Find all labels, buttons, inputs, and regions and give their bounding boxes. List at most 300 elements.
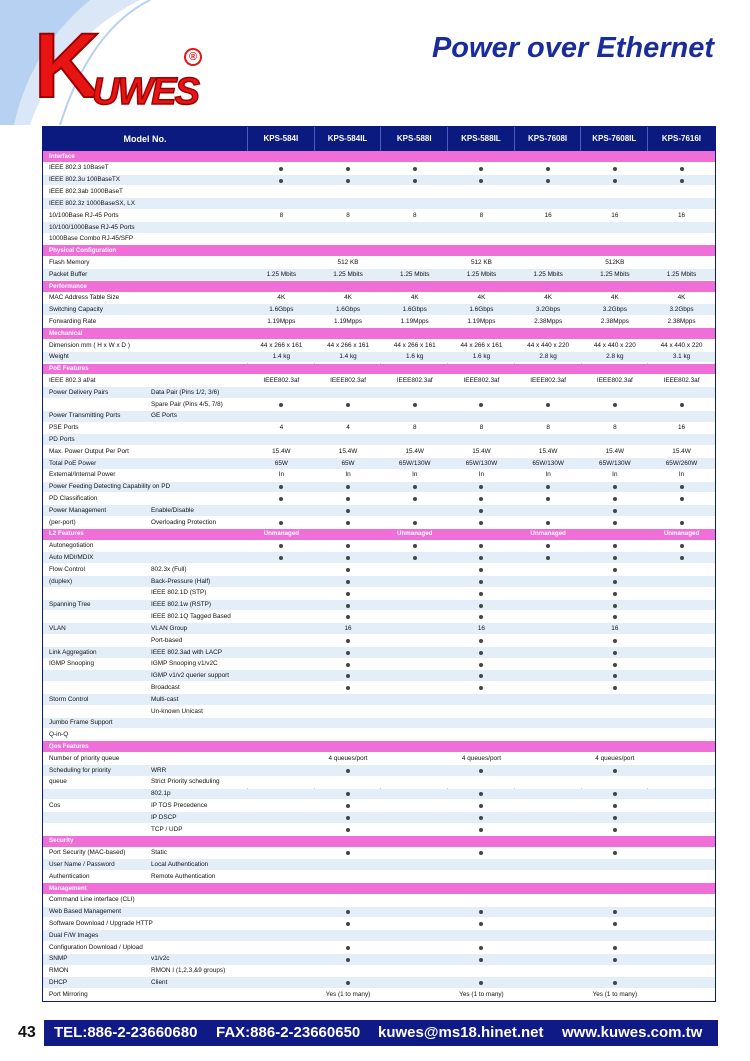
- supported-dot-icon: [279, 167, 283, 171]
- row-label: Dimension mm ( H x W x D ): [49, 341, 130, 349]
- cell-value: IEEE802.3af: [263, 376, 300, 384]
- row-sublabel: 802.1p: [151, 790, 171, 798]
- supported-dot-icon: [346, 686, 350, 690]
- cell-value: 1.4 kg: [339, 353, 357, 361]
- cell-value: 44 x 440 x 220: [660, 341, 703, 349]
- row-label: Power Transmitting Ports: [49, 412, 121, 420]
- table-row: [43, 588, 715, 600]
- row-label: IEEE 802.3 af/at: [49, 376, 96, 384]
- supported-dot-icon: [479, 769, 483, 773]
- table-row: [43, 789, 715, 801]
- supported-dot-icon: [346, 568, 350, 572]
- supported-dot-icon: [613, 804, 617, 808]
- row-label: 10/100/1000Base RJ-45 Ports: [49, 223, 135, 231]
- supported-dot-icon: [479, 403, 483, 407]
- cell-value: 44 x 266 x 161: [460, 341, 503, 349]
- row-sublabel: Remote Authentication: [151, 872, 216, 880]
- cell-value: 2.38Mpps: [600, 317, 629, 325]
- supported-dot-icon: [346, 804, 350, 808]
- cell-value: 16: [344, 624, 352, 632]
- table-row: [43, 210, 715, 222]
- supported-dot-icon: [479, 851, 483, 855]
- supported-dot-icon: [346, 179, 350, 183]
- supported-dot-icon: [346, 167, 350, 171]
- cell-value: 4: [279, 424, 284, 432]
- table-row: [43, 918, 715, 930]
- row-sublabel: Port-based: [151, 636, 183, 644]
- table-row: [43, 647, 715, 659]
- row-sublabel: IEEE 802.1D (STP): [151, 589, 207, 597]
- cell-value: 4K: [277, 294, 286, 302]
- supported-dot-icon: [346, 615, 350, 619]
- row-label: IEEE 802.3 10BaseT: [49, 164, 109, 172]
- row-label: SNMP: [49, 955, 68, 963]
- supported-dot-icon: [413, 556, 417, 560]
- table-row: [43, 694, 715, 706]
- cell-value: 15.4W: [538, 447, 558, 455]
- supported-dot-icon: [479, 167, 483, 171]
- supported-dot-icon: [546, 497, 550, 501]
- model-header: KPS-7608I: [515, 127, 582, 151]
- supported-dot-icon: [479, 804, 483, 808]
- cell-value: 15.4W: [405, 447, 424, 455]
- table-row: [43, 163, 715, 175]
- unmanaged-label: Unmanaged: [263, 530, 300, 538]
- supported-dot-icon: [613, 946, 617, 950]
- cell-value: 16: [544, 211, 552, 219]
- cell-value: IEEE802.3af: [663, 376, 700, 384]
- row-label: Weight: [49, 353, 69, 361]
- footer-web[interactable]: www.kuwes.com.tw: [562, 1024, 703, 1041]
- supported-dot-icon: [613, 497, 617, 501]
- row-label: queue: [49, 778, 67, 786]
- cell-value: 65W/130W: [532, 459, 564, 467]
- table-row: [43, 989, 715, 1001]
- cell-value: 44 x 440 x 220: [527, 341, 570, 349]
- table-row: [43, 493, 715, 505]
- row-sublabel: IEEE 802.1Q Tagged Based: [151, 613, 231, 621]
- supported-dot-icon: [546, 167, 550, 171]
- row-sublabel: Broadcast: [151, 683, 180, 691]
- row-label: PD Classification: [49, 495, 98, 503]
- row-label: Forwarding Rate: [49, 317, 97, 325]
- table-row: [43, 269, 715, 281]
- supported-dot-icon: [346, 981, 350, 985]
- row-sublabel: Un-known Unicast: [151, 707, 203, 715]
- cell-value: 1.25 Mbits: [333, 270, 363, 278]
- row-label: Autonegotiation: [49, 542, 94, 550]
- table-row: [43, 895, 715, 907]
- row-label: Jumbo Frame Support: [49, 719, 113, 727]
- row-label: IEEE 802.3z 1000BaseSX, LX: [49, 199, 135, 207]
- table-row: [43, 777, 715, 789]
- cell-value: IEEE802.3af: [530, 376, 567, 384]
- cell-value: 65W/130W: [398, 459, 431, 467]
- cell-value: 4K: [677, 294, 686, 302]
- row-sublabel: IP DSCP: [151, 813, 177, 821]
- cell-value: 4: [346, 424, 350, 432]
- row-label: 1000Base Combo RJ-45/SFP: [49, 235, 134, 243]
- row-label: DHCP: [49, 979, 68, 987]
- cell-value: 44 x 440 x 220: [593, 341, 636, 349]
- supported-dot-icon: [613, 556, 617, 560]
- table-row: [43, 859, 715, 871]
- table-row: [43, 387, 715, 399]
- supported-dot-icon: [346, 674, 350, 678]
- cell-value: 16: [477, 624, 485, 632]
- section-title: Performance: [49, 282, 87, 290]
- supported-dot-icon: [613, 521, 617, 525]
- supported-dot-icon: [680, 556, 684, 560]
- cell-value: 8: [412, 211, 417, 219]
- unmanaged-label: Unmanaged: [397, 530, 433, 538]
- cell-value: 4K: [344, 294, 352, 302]
- section-title: Mechanical: [49, 329, 83, 337]
- supported-dot-icon: [680, 167, 684, 171]
- cell-value: 3.1 kg: [672, 353, 691, 361]
- supported-dot-icon: [479, 816, 483, 820]
- section-title: PoE Features: [49, 365, 89, 373]
- footer: [0, 1020, 750, 1046]
- cell-value: 15.4W: [272, 447, 291, 455]
- cell-value: 16: [611, 624, 619, 632]
- supported-dot-icon: [279, 556, 283, 560]
- supported-dot-icon: [613, 816, 617, 820]
- table-row: [43, 552, 715, 564]
- supported-dot-icon: [479, 792, 483, 796]
- supported-dot-icon: [413, 521, 417, 525]
- table-row: [43, 175, 715, 187]
- supported-dot-icon: [479, 580, 483, 584]
- row-label: Packet Buffer: [49, 270, 88, 278]
- supported-dot-icon: [346, 604, 350, 608]
- row-label: IGMP Snooping: [49, 660, 94, 668]
- supported-dot-icon: [479, 651, 483, 655]
- row-label: Spanning Tree: [49, 601, 91, 609]
- supported-dot-icon: [413, 497, 417, 501]
- footer-fax: FAX:886-2-23660650: [216, 1024, 361, 1041]
- supported-dot-icon: [479, 958, 483, 962]
- supported-dot-icon: [546, 521, 550, 525]
- section-header: [43, 529, 715, 541]
- supported-dot-icon: [613, 651, 617, 655]
- row-label: PSE Ports: [49, 424, 79, 432]
- supported-dot-icon: [479, 568, 483, 572]
- supported-dot-icon: [479, 828, 483, 832]
- table-row: [43, 977, 715, 989]
- table-row: [43, 482, 715, 494]
- section-title: Interface: [49, 152, 75, 160]
- cell-value: 65W/130W: [465, 459, 498, 467]
- row-label: VLAN: [49, 624, 66, 632]
- cell-value: 44 x 266 x 161: [393, 341, 436, 349]
- cell-value: In: [612, 471, 618, 479]
- row-label: Power Management: [49, 506, 107, 514]
- cell-value: 1.6 kg: [406, 353, 424, 361]
- supported-dot-icon: [479, 544, 483, 548]
- table-row: [43, 765, 715, 777]
- section-title: Security: [49, 837, 74, 845]
- supported-dot-icon: [680, 179, 684, 183]
- supported-dot-icon: [479, 604, 483, 608]
- kuwes-logo: [34, 15, 206, 117]
- cell-value: Yes (1 to many): [592, 990, 638, 998]
- section-header: [43, 883, 715, 895]
- cell-value: 1.25 Mbits: [533, 270, 563, 278]
- supported-dot-icon: [479, 946, 483, 950]
- cell-value: 1.25 Mbits: [600, 270, 630, 278]
- section-title: L2 Features: [49, 530, 84, 538]
- cell-value: 1.6 kg: [472, 353, 491, 361]
- supported-dot-icon: [413, 167, 417, 171]
- supported-dot-icon: [346, 816, 350, 820]
- table-row: [43, 304, 715, 316]
- supported-dot-icon: [279, 497, 283, 501]
- row-sublabel: GE Ports: [151, 412, 177, 420]
- row-label: Number of priority queue: [49, 754, 120, 762]
- row-sublabel: v1/v2c: [151, 955, 170, 963]
- section-title: Physical Configuration: [49, 247, 117, 255]
- row-label: (per-port): [49, 518, 76, 526]
- supported-dot-icon: [613, 639, 617, 643]
- supported-dot-icon: [413, 485, 417, 489]
- supported-dot-icon: [613, 509, 617, 513]
- cell-value: IEEE802.3af: [330, 376, 366, 384]
- supported-dot-icon: [680, 497, 684, 501]
- supported-dot-icon: [613, 604, 617, 608]
- row-sublabel: IGMP Snooping v1/v2C: [151, 660, 218, 668]
- table-row: [43, 848, 715, 860]
- supported-dot-icon: [479, 674, 483, 678]
- supported-dot-icon: [346, 509, 350, 513]
- cell-value: 8: [546, 424, 550, 432]
- table-row: [43, 399, 715, 411]
- model-no-header: Model No.: [43, 127, 248, 151]
- row-label: Q-in-Q: [49, 731, 69, 739]
- row-label: Web Based Management: [49, 908, 121, 916]
- table-row: [43, 729, 715, 741]
- cell-value: IEEE802.3af: [596, 376, 633, 384]
- row-sublabel: Static: [151, 849, 167, 857]
- row-sublabel: Local Authentication: [151, 861, 209, 869]
- row-label: Total PoE Power: [49, 459, 97, 467]
- section-header: [43, 328, 715, 340]
- table-row: [43, 670, 715, 682]
- cell-value: 1.6Gbps: [335, 306, 361, 314]
- row-label: PD Ports: [49, 436, 75, 444]
- table-row: [43, 352, 715, 364]
- cell-value: 15.4W: [672, 447, 691, 455]
- supported-dot-icon: [479, 910, 483, 914]
- row-label: User Name / Password: [49, 861, 115, 869]
- unmanaged-label: Unmanaged: [530, 530, 566, 538]
- cell-value: 2.38Mpps: [667, 317, 696, 325]
- table-row: [43, 375, 715, 387]
- supported-dot-icon: [613, 485, 617, 489]
- table-row: [43, 470, 715, 482]
- footer-tel: TEL:886-2-23660680: [54, 1024, 198, 1041]
- supported-dot-icon: [613, 674, 617, 678]
- section-header: [43, 151, 715, 163]
- cell-value: 16: [677, 424, 686, 432]
- row-sublabel: Client: [151, 979, 168, 987]
- row-sublabel: VLAN Group: [151, 624, 188, 632]
- cell-value: 4 queues/port: [328, 754, 368, 762]
- row-label: External/Internal Power: [49, 471, 116, 479]
- supported-dot-icon: [680, 403, 684, 407]
- row-sublabel: Strict Priority scheduling: [151, 778, 220, 786]
- row-label: Power Feeding Detecting Capability on PD: [49, 483, 171, 491]
- section-header: [43, 836, 715, 848]
- row-label: Authentication: [49, 872, 90, 880]
- table-row: [43, 623, 715, 635]
- supported-dot-icon: [346, 592, 350, 596]
- supported-dot-icon: [613, 828, 617, 832]
- supported-dot-icon: [413, 544, 417, 548]
- table-row: [43, 505, 715, 517]
- supported-dot-icon: [613, 179, 617, 183]
- supported-dot-icon: [613, 544, 617, 548]
- supported-dot-icon: [613, 981, 617, 985]
- supported-dot-icon: [613, 167, 617, 171]
- cell-value: 3.2Gbps: [602, 306, 627, 314]
- spec-table: [42, 126, 716, 1002]
- page-number: 43: [18, 1024, 36, 1041]
- unmanaged-label: Unmanaged: [663, 530, 700, 538]
- supported-dot-icon: [680, 485, 684, 489]
- table-row: [43, 930, 715, 942]
- table-row: [43, 659, 715, 671]
- supported-dot-icon: [279, 485, 283, 489]
- supported-dot-icon: [346, 828, 350, 832]
- table-row: [43, 340, 715, 352]
- row-label: Auto MDI/MDIX: [49, 554, 94, 562]
- cell-value: In: [412, 471, 418, 479]
- model-header: KPS-7616I: [661, 134, 702, 143]
- table-row: [43, 316, 715, 328]
- cell-value: 4 queues/port: [595, 754, 635, 762]
- row-sublabel: RMON I (1,2,3,&9 groups): [151, 967, 226, 975]
- table-row: [43, 706, 715, 718]
- logo-wordmark: UWES: [92, 71, 198, 113]
- table-row: [43, 434, 715, 446]
- supported-dot-icon: [479, 639, 483, 643]
- row-sublabel: IGMP v1/v2 querier support: [151, 672, 230, 680]
- table-row: [43, 600, 715, 612]
- supported-dot-icon: [346, 485, 350, 489]
- row-label: Switching Capacity: [49, 306, 103, 314]
- row-label: Flash Memory: [49, 258, 90, 266]
- table-row: [43, 576, 715, 588]
- cell-value: 1.25 Mbits: [666, 270, 697, 278]
- supported-dot-icon: [346, 922, 350, 926]
- table-row: [43, 942, 715, 954]
- cell-value: 1.19Mpps: [333, 317, 363, 325]
- supported-dot-icon: [479, 556, 483, 560]
- supported-dot-icon: [613, 851, 617, 855]
- row-label: Port Security (MAC-based): [49, 849, 126, 857]
- cell-value: 4K: [610, 294, 619, 302]
- cell-value: 1.19Mpps: [467, 317, 496, 325]
- table-row: [43, 907, 715, 919]
- supported-dot-icon: [479, 592, 483, 596]
- supported-dot-icon: [546, 403, 550, 407]
- supported-dot-icon: [279, 521, 283, 525]
- contact-bar: [44, 1020, 718, 1046]
- supported-dot-icon: [479, 179, 483, 183]
- supported-dot-icon: [346, 639, 350, 643]
- cell-value: 4K: [410, 294, 419, 302]
- row-label: RMON: [49, 967, 69, 975]
- section-header: [43, 741, 715, 753]
- row-sublabel: IP TOS Precedence: [151, 801, 208, 809]
- row-label: Dual F/W Images: [49, 931, 99, 939]
- row-sublabel: Multi-cast: [151, 695, 179, 703]
- supported-dot-icon: [346, 910, 350, 914]
- supported-dot-icon: [546, 179, 550, 183]
- row-sublabel: WRR: [151, 766, 167, 774]
- supported-dot-icon: [346, 663, 350, 667]
- cell-value: 15.4W: [338, 447, 358, 455]
- row-sublabel: IEEE 802.3ad with LACP: [151, 648, 223, 656]
- supported-dot-icon: [479, 663, 483, 667]
- cell-value: 512 KB: [470, 258, 492, 266]
- table-row: [43, 446, 715, 458]
- logo-k: K: [34, 15, 97, 117]
- cell-value: In: [278, 471, 285, 479]
- row-label: Link Aggregation: [49, 648, 97, 656]
- table-row: [43, 186, 715, 198]
- footer-email[interactable]: kuwes@ms18.hinet.net: [378, 1024, 544, 1041]
- row-sublabel: Data Pair (Pins 1/2, 3/6): [151, 388, 220, 396]
- cell-value: 2.38Mpps: [534, 317, 563, 325]
- supported-dot-icon: [479, 497, 483, 501]
- table-row: [43, 541, 715, 553]
- cell-value: 8: [279, 211, 284, 219]
- row-sublabel: Back-Pressure (Half): [151, 577, 211, 585]
- table-row: [43, 234, 715, 246]
- cell-value: 8: [479, 211, 484, 219]
- supported-dot-icon: [613, 686, 617, 690]
- supported-dot-icon: [479, 485, 483, 489]
- supported-dot-icon: [613, 663, 617, 667]
- table-row: [43, 966, 715, 978]
- supported-dot-icon: [346, 946, 350, 950]
- cell-value: 8: [412, 424, 417, 432]
- cell-value: IEEE802.3af: [396, 376, 433, 384]
- table-row: [43, 198, 715, 210]
- supported-dot-icon: [479, 686, 483, 690]
- row-label: Command Line interface (CLI): [49, 896, 135, 904]
- row-sublabel: Overloading Protection: [151, 518, 217, 526]
- cell-value: In: [478, 471, 485, 479]
- table-row: [43, 800, 715, 812]
- cell-value: Yes (1 to many): [459, 990, 504, 998]
- supported-dot-icon: [613, 403, 617, 407]
- supported-dot-icon: [346, 792, 350, 796]
- supported-dot-icon: [680, 544, 684, 548]
- row-sublabel: Spare Pair (Pins 4/5, 7/8): [151, 400, 223, 408]
- cell-value: 512 KB: [337, 258, 359, 266]
- supported-dot-icon: [413, 179, 417, 183]
- supported-dot-icon: [479, 981, 483, 985]
- table-row: [43, 871, 715, 883]
- cell-value: 8: [479, 424, 484, 432]
- supported-dot-icon: [479, 615, 483, 619]
- cell-value: 44 x 266 x 161: [327, 341, 369, 349]
- cell-value: 8: [346, 211, 350, 219]
- cell-value: 65W/130W: [599, 459, 631, 467]
